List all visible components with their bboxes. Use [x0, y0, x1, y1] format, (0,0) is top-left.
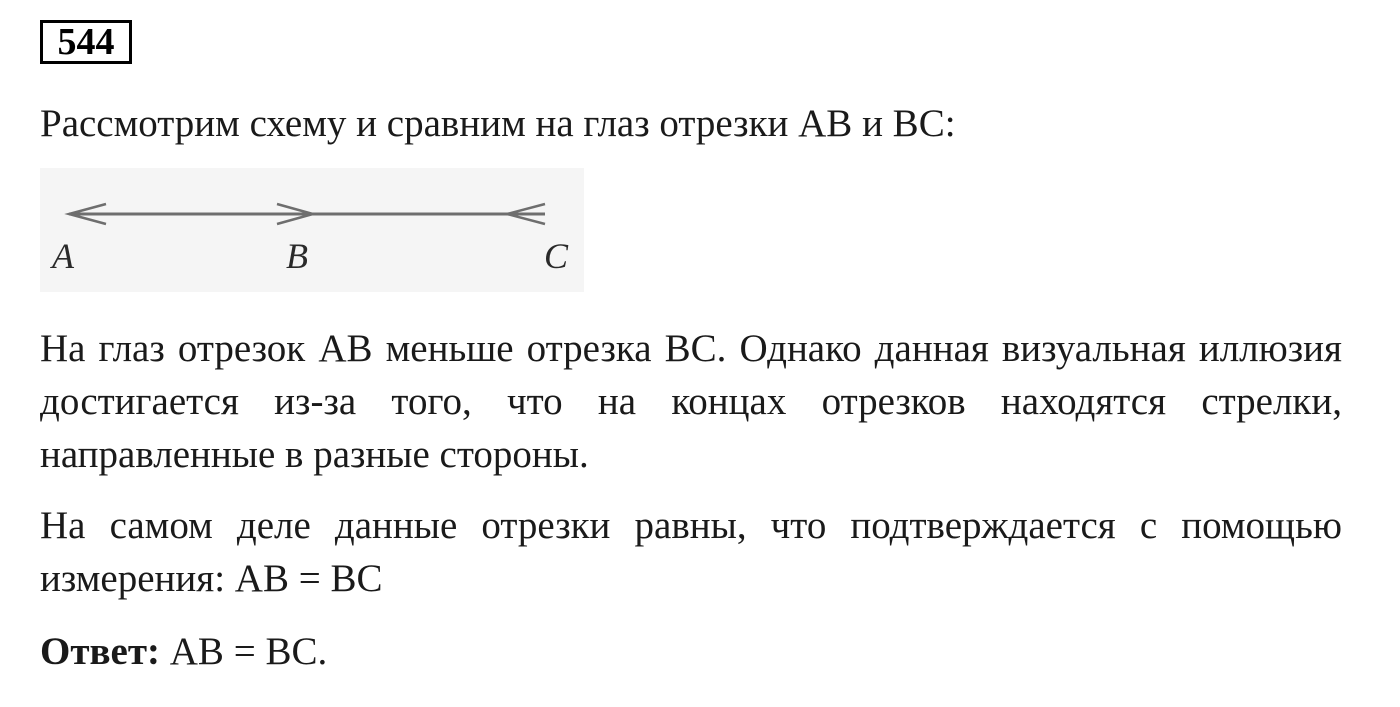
answer-line [40, 625, 1342, 678]
answer-label: Ответ: [40, 630, 161, 673]
point-label-c: C [544, 236, 569, 276]
intro-text: Рассмотрим схему и сравним на глаз отрезки АВ и ВС: [40, 102, 956, 145]
diagram-svg [40, 168, 584, 292]
point-label-a: A [52, 236, 74, 276]
explanation-paragraph: На глаз отрезок АВ меньше отрезка ВС. Однако данная визуальная иллюзия достигается из-за того, что на концах отрезков находятся стрелки, направленные в разные стороны. [40, 327, 1342, 476]
point-label-b: B [286, 236, 308, 276]
muller-lyer-diagram [40, 168, 584, 292]
problem-number: 544 [40, 20, 132, 64]
answer-value: АВ = ВС. [169, 630, 328, 673]
conclusion-paragraph: На самом деле данные отрезки равны, что подтверждается с помощью измерения: АВ = ВС [40, 504, 1342, 600]
